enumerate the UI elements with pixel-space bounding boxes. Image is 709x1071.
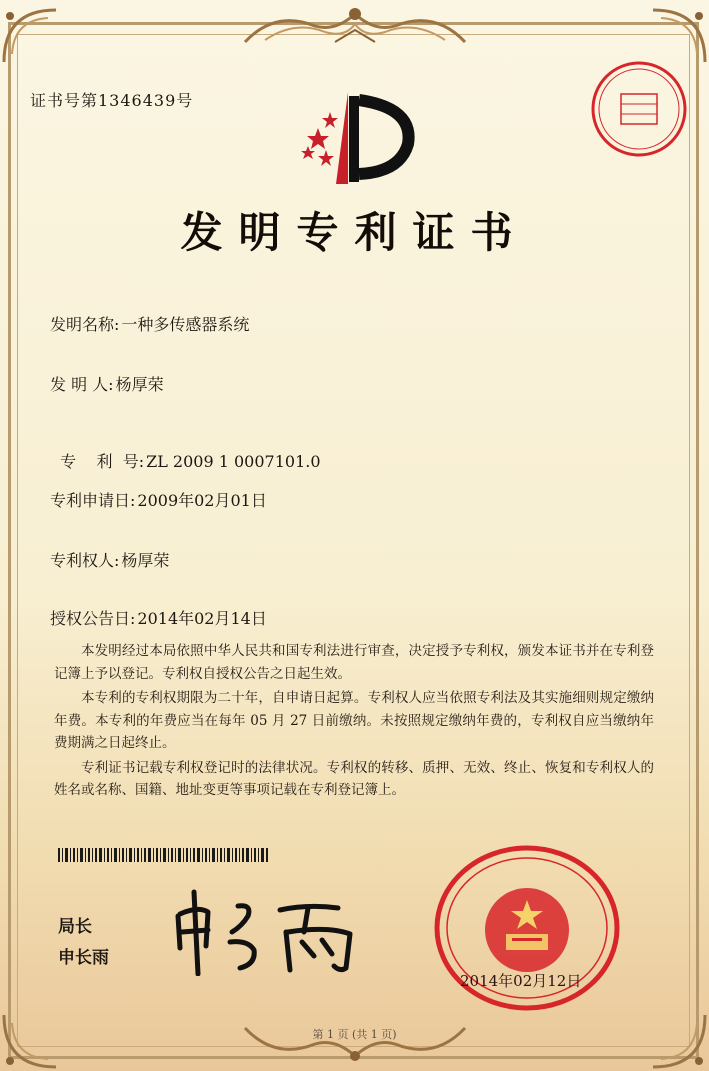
body-paragraph: 本专利的专利权期限为二十年，自申请日起算。专利权人应当依照专利法及其实施细则规定缴纳年费。本专利的年费应当在每年 05 月 27 日前缴纳。未按照规定缴纳年费的，专利权自应当缴纳年费期满之日起终止。 — [54, 690, 654, 751]
body-paragraph: 本发明经过本局依照中华人民共和国专利法进行审查，决定授予专利权，颁发本证书并在专利登记簿上予以登记。专利权自授权公告之日起生效。 — [54, 643, 654, 682]
barcode-icon — [58, 848, 268, 862]
field-label: 发明名称: — [50, 315, 120, 334]
top-ornament-icon — [235, 2, 475, 48]
field-label: 专 利 号: — [60, 452, 145, 471]
field-label: 授权公告日: — [50, 609, 136, 628]
field-patent-number — [50, 430, 321, 472]
field-value: 2014年02月14日 — [137, 609, 267, 628]
certificate-title: 发明专利证书 — [180, 208, 529, 257]
agency-seal-icon — [588, 58, 690, 160]
field-invention-name — [50, 312, 249, 335]
certificate-number: 证书号第1346439号 — [30, 91, 194, 110]
field-label: 专利权人: — [50, 551, 120, 570]
corner-ornament-icon — [649, 6, 709, 66]
field-value: 2009年02月01日 — [137, 491, 267, 510]
field-value: 一种多传感器系统 — [121, 315, 250, 334]
field-patentee — [50, 548, 169, 571]
field-label: 专利申请日: — [50, 491, 136, 510]
seal-date: 2014年02月12日 — [460, 972, 582, 990]
field-value: ZL 2009 1 0007101.0 — [146, 452, 321, 471]
director-name: 申长雨 — [58, 948, 109, 968]
field-inventor — [50, 372, 164, 395]
field-label: 发 明 人: — [50, 375, 114, 394]
patent-office-logo-icon — [296, 88, 422, 188]
certificate-body — [54, 640, 654, 804]
director-signature-icon — [168, 886, 368, 976]
field-value: 杨厚荣 — [115, 375, 164, 394]
page-indicator: 第 1 页 (共 1 页) — [312, 1028, 397, 1041]
field-filing-date — [50, 488, 267, 511]
field-grant-date — [50, 606, 267, 629]
body-paragraph: 专利证书记载专利权登记时的法律状况。专利权的转移、质押、无效、终止、恢复和专利权人的姓名或名称、国籍、地址变更等事项记载在专利登记簿上。 — [54, 759, 654, 798]
corner-ornament-icon — [0, 6, 60, 66]
director-title: 局长 — [58, 917, 92, 937]
field-value: 杨厚荣 — [121, 551, 170, 570]
